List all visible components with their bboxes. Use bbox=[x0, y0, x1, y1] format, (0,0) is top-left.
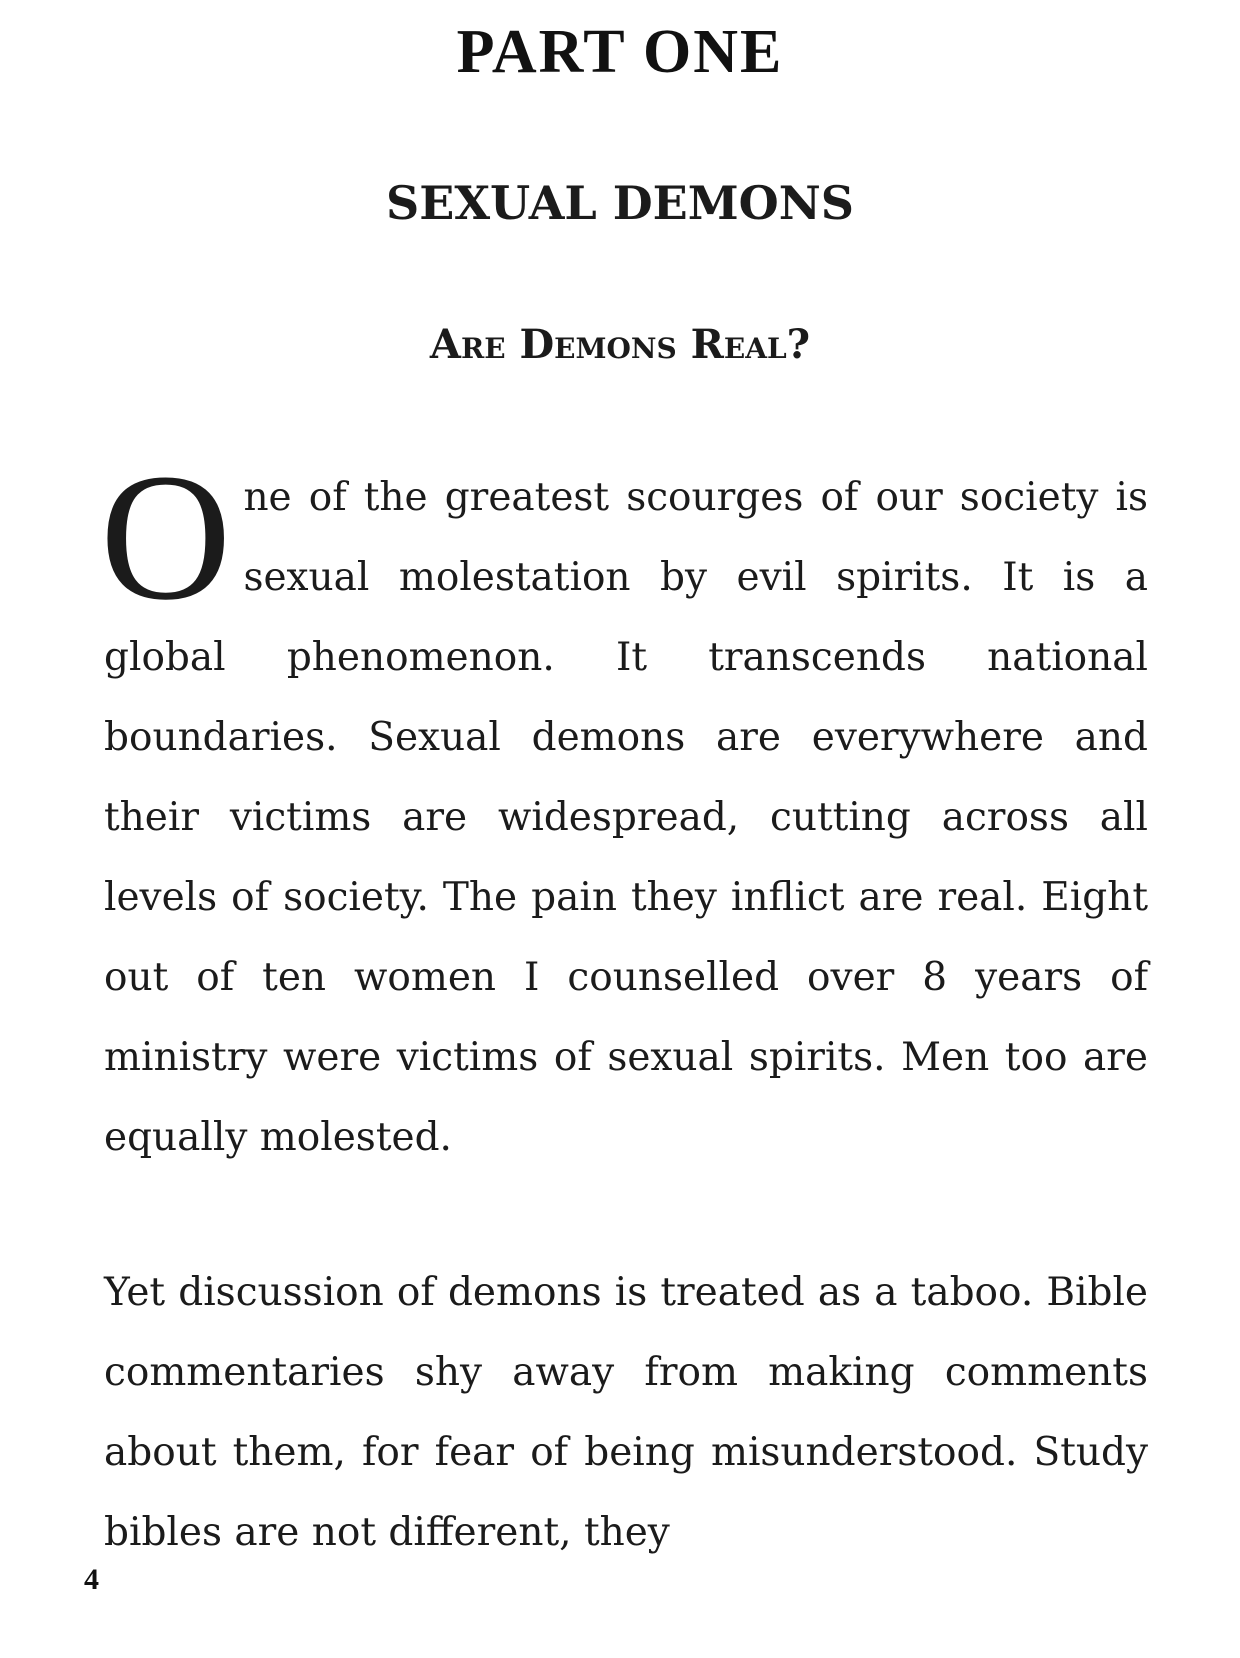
paragraph-1-text: ne of the greatest scourges of our society is sexual molestation by evil spirits. It is a global phenomenon. It transcends national boundaries. Sexual demons are everywhere and their victims are widespread, cutting across all levels of society. The pain they inflict are real. Eight out of ten women I counselled over 8 years of ministry were victims of sexual spirits. Men too are equally molested. bbox=[104, 475, 1148, 1160]
chapter-title: SEXUAL DEMONS bbox=[386, 176, 854, 230]
section-title: Are Demons Real? bbox=[429, 321, 811, 368]
drop-cap: O bbox=[100, 437, 232, 638]
part-title: PART ONE bbox=[456, 18, 784, 86]
paragraph-2 bbox=[104, 1253, 1148, 1573]
paragraph-1 bbox=[100, 437, 1148, 1178]
page-number: 4 bbox=[84, 1563, 99, 1596]
paragraph-2-text: Yet discussion of demons is treated as a taboo. Bible commentaries shy away from making comments about them, for fear of being misunderstood. Study bibles are not different, they bbox=[104, 1270, 1148, 1555]
